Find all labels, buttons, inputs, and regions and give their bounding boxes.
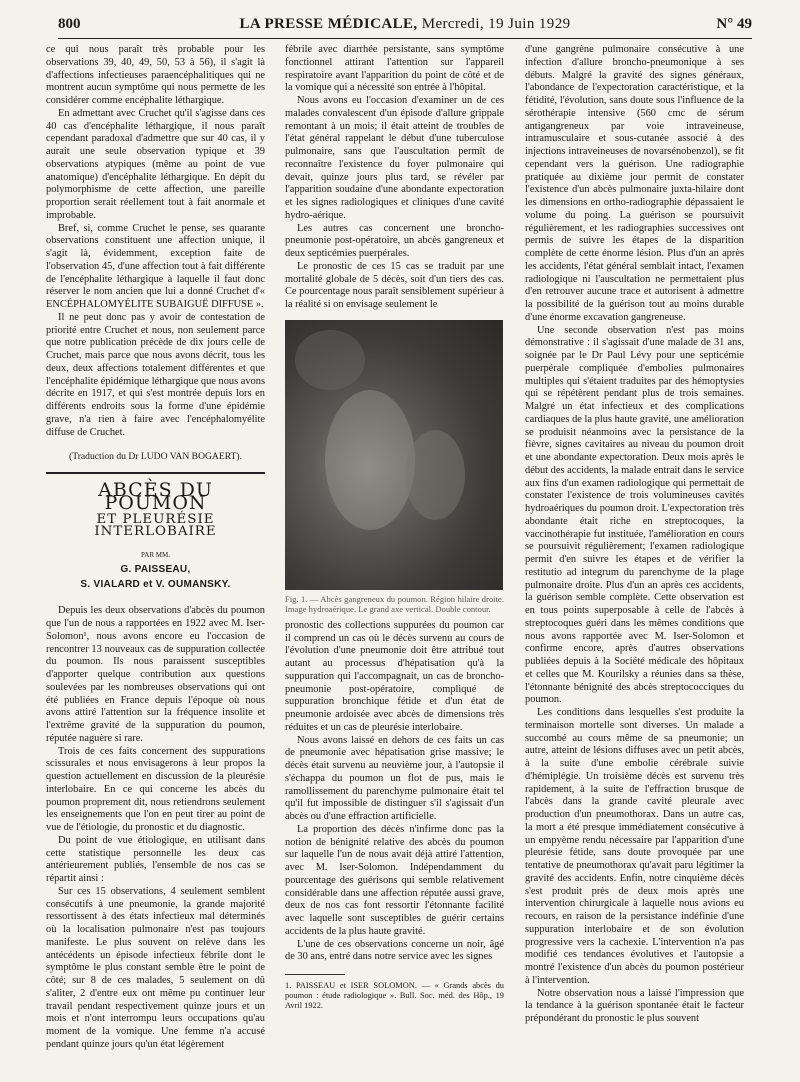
paragraph: Du point de vue étiologique, en utilisant dans cette statistique personnelle les deux cas antérieurement publiés, l'ensemble de nos cas se répartit ainsi : bbox=[46, 834, 265, 884]
footnote: 1. PAISSEAU et ISER SOLOMON. — « Grands abcès du poumon : étude radiologique ». Bull. Soc. méd. des Hôp., 19 Avril 1922. bbox=[285, 981, 504, 1010]
paragraph: Les autres cas concernent une broncho-pneumonie post-opératoire, un abcès gangreneux et deux septicémies puerpérales. bbox=[285, 222, 504, 259]
paragraph: fébrile avec diarrhée persistante, sans symptôme fonctionnel attirant l'attention sur l'appareil respiratoire avant l'apparition du point de côté et de la vomique qui a nécessité son entrée à l'hôpital. bbox=[285, 44, 504, 94]
paragraph: Les conditions dans lesquelles s'est produite la terminaison mortelle sont diverses. Un malade a succombé au cours même de sa pneumonie; un autre, atteint de lésions diffuses avec un petit abcès, à la suite d'une embolie cérébrale suivie d'hémiplégie. Un troisième décès est survenu très rapidement, à la suite de l'effraction brusque de l'abcès dans la grande cavité pleurale avec production d'un pneumothorax. Dans un autre cas, la mort a été presque immédiatement consécutive à un empyème rendu nécessaire par l'apparition d'une pleurésie fétide, sans doute provoquée par une tentative de pneumothorax qu'avait paru légitimer la gravité des accidents. Enfin, notre cinquième décès s'est produit près de deux mois après une intervention chirurgicale à laquelle nous avions eu recours, en raison de la persistance indéfinie d'une suppuration interlobaire et de son évolution progressive vers la cachexie. L'intervention n'a pas modifié ces tendances évolutives et l'autopsie a montré l'existence d'un abcès du poumon postérieur à l'intervention. bbox=[525, 707, 744, 986]
paragraph: Bref, si, comme Cruchet le pense, ses quarante observations constituent une affection unique, il s'agit là, évidemment, exception faite de l'observation 45, d'une affection tout à fait différente de l'encéphalite léthargique à laquelle il faut donc réserver le nom ancien que lui a donné Cruchet d'« ENCÉPHALOMYÉLITE SUBAIGUË DIFFUSE ». bbox=[46, 222, 265, 310]
paragraph: En admettant avec Cruchet qu'il s'agisse dans ces 40 cas d'encéphalite léthargique, il nous paraît cependant paradoxal d'admettre que sur 40 cas, il y aurait une seule observation typique et 39 observations atypiques (même au point de vue anatomique) d'encéphalite léthargique. En dépit du polymorphisme de cette affection, une pareille proportion serait réellement tout à fait anormale et improbable. bbox=[46, 107, 265, 221]
paragraph: La proportion des décès n'infirme donc pas la notion de bénignité relative des abcès du poumon sur laquelle l'un de nous avait déjà attiré l'attention, avec M. Iser-Solomon. Indépendamment du pourcentage des guérisons qui semble relativement considérable dans une affection réputée aussi grave, deux de nos cas font ressortir l'étonnante facilité avec laquelle sont susceptibles de guérir certains accidents de la plus haute gravité. bbox=[285, 823, 504, 937]
paragraph: Le pronostic de ces 15 cas se traduit par une mortalité globale de 5 décès, soit d'un tiers des cas. Ce pourcentage nous paraît sensiblement supérieur à la réalité si on envisage seulement le bbox=[285, 260, 504, 310]
column-3 bbox=[525, 44, 744, 1026]
radiograph-figure bbox=[285, 320, 503, 590]
paragraph: Notre observation nous a laissé l'impression que la tendance à la guérison spontanée était le facteur prépondérant du pronostic le plus souvent bbox=[525, 987, 744, 1024]
paragraph: Nous avons laissé en dehors de ces faits un cas de pneumonie avec hépatisation grise massive; le décès était survenu au neuvième jour, à l'autopsie il s'échappa du poumon un flot de pus, mais le ramollissement du parenchyme pulmonaire était tel qu'il fut impossible de distinguer s'il s'agissait d'un abcès ou d'une effraction artificielle. bbox=[285, 734, 504, 822]
issue-number: N° 49 bbox=[716, 16, 752, 32]
page-number: 800 bbox=[58, 16, 81, 32]
radiograph-shadow bbox=[325, 390, 415, 530]
paragraph: Sur ces 15 observations, 4 seulement semblent consécutifs à une pneumonie, la grande majorité ressortissent à des états infectieux mal déterminés où la localisation pulmonaire n'est pas toujours manifeste. Le plus souvent on relève dans les antécédents un épisode infectieux fébrile dont le symptôme le plus constant semble être le point de côté; sur 8 de ces malades, 5 seulement on dû s'aliter, 2 d'entre eux ont même pu continuer leur travail pendant respectivement quinze jours et un mois et n'ont interrompu leurs occupations qu'au moment de la vomique. Une femme n'a accusé pendant quinze jours qu'un état légèrement bbox=[46, 885, 265, 1050]
paragraph: d'une gangrène pulmonaire consécutive à une infection d'allure broncho-pneumonique à ses débuts. Malgré la gravité des signes généraux, l'abondance de l'expectoration caractéristique, et la fétidité, l'évolution, sans doute sous l'influence de la sérothérapie intensive (560 cmc de sérum antigangreneux par voie intraveineuse, intramusculaire et sous-cutanée associé à des injections intraveineuses de novarsénobenzol), se fit cependant vers la guérison. Une radiographie pratiquée au dixième jour permit de constater l'existence d'un abcès pulmonaire juxta-hilaire dont les dimensions en ortho-radiographie dépassaient le volume du poing. La guérison se poursuivit régulièrement, et les radiographies successives ont permis de suivre les étapes de la disparition complète de cette énorme lésion. Plus d'un an après les accidents, l'état général semblait intact, l'examen radiologique ni l'auscultation ne permettaient plus d'en retrouver aucune trace et autorisent à admettre la possibilité de la guérison tout au moins durable d'une énorme excavation gangreneuse. bbox=[525, 44, 744, 323]
radiograph-shadow bbox=[405, 430, 465, 520]
byline-par: PAR MM. bbox=[141, 551, 170, 559]
paragraph: Nous avons eu l'occasion d'examiner un de ces malades convalescent d'un épisode d'allure grippale remontant à un mois; il était atteint de troubles de l'état général rappelant le début d'une tuberculose pulmonaire, sans que l'auscultation permît de reconnaître l'existence du foyer pulmonaire qui devait, quinze jours plus tard, se révéler par l'apparition soudaine d'une abondante expectoration et les signes radiologiques et cliniques d'une cavité hydro-aérique. bbox=[285, 95, 504, 221]
page-header bbox=[58, 16, 752, 38]
paragraph: Depuis les deux observations d'abcès du poumon que l'un de nous a rapportées en 1922 avec M. Iser-Solomon¹, nous avons encore eu l'occasion de rencontrer 13 nouveaux cas de suppuration collectée du poumon. Ils nous paraissent susceptibles d'apporter quelque contribution aux questions soulevées par les nombreuses observations qui ont été publiées en France depuis l'époque où nous avons attiré l'attention sur la fréquence insolite et l'extrême gravité de la suppuration du poumon, réputée naguère si rare. bbox=[46, 605, 265, 744]
radiograph-shadow bbox=[295, 330, 365, 390]
figure-caption: Fig. 1. — Abcès gangreneux du poumon. Région hilaire droite. Image hydroaérique. Le grand axe vertical. Double contour. bbox=[285, 593, 504, 614]
author-line: G. PAISSEAU, bbox=[120, 563, 191, 575]
column-1 bbox=[46, 44, 265, 1052]
journal-name: LA PRESSE MÉDICALE, bbox=[239, 16, 418, 32]
paragraph: L'une de ces observations concerne un noir, âgé de 30 ans, entré dans notre service avec les signes bbox=[285, 938, 504, 963]
translation-credit: (Traduction du Dr LUDO VAN BOGAERT). bbox=[69, 451, 242, 463]
paragraph: Il ne peut donc pas y avoir de contestation de priorité entre Cruchet et nous, non seulement parce que notre publication précède de dix jours celle de Cruchet, mais parce que nous avons décrit, tous les deux, deux affections totalement différentes et que l'encéphalite épidémique léthargique que nous avons décrite en 1917, et qui s'est montrée depuis lors en différents endroits sous la forme d'une épidémie grave, n'a rien à faire avec l'encéphalomyélite diffuse de Cruchet. bbox=[46, 311, 265, 438]
paragraph: pronostic des collections suppurées du poumon car il comprend un cas où le décès survenu au cours de l'évolution d'une pneumonie doit être attribué tout autant au processus d'hépatisation qu'à la suppuration qui l'accompagnait, un cas de broncho-pneumonie post-opératoire, compliqué de suppuration bronchique fétide et d'un état de pneumonie ardoisée avec abcès de dimensions très réduites et un cas de pleurésie interlobaire. bbox=[285, 619, 504, 733]
paragraph: Une seconde observation n'est pas moins démonstrative : il s'agissait d'une malade de 31 ans, soignée par le Dr Paul Lévy pour une septicémie puerpérale compliquée d'embolies pulmonaires multiples qui s'étaient traduites par des hémoptysies qui se répétèrent pendant plus de trois semaines. Malgré un état infectieux et des complications cardiaques de la plus haute gravité, une amélioration se produisit néanmoins avec la persistance de la fièvre, signes cavitaires au niveau du poumon droit et une abondante expectoration. Deux mois après le début des accidents, la malade entrait dans le service aux fins d'un examen radiologique qui permettait de constater l'existence de trois volumineuses cavités hydroaériques du poumon droit. L'expectoration très abondante était riche en streptocoques, la vaccinothérapie fut instituée, l'amélioration en cours se poursuivit régulièrement; l'examen radiologique permit d'en suivre les étapes et de vérifier la restitutio ad integrum du parenchyme de la plage pulmonaire droite. Plus d'un an après ces accidents, la guérison semble complète. Cette observation est en tous points superposable à celle de l'abcès à streptocoques guéri dans les mêmes conditions que nous avons rapportée avec M. Iser-Solomon et confirme encore, après d'autres observations publiées depuis à la Société médicale des hôpitaux et celles que M. Kourilsky a réunies dans sa thèse, l'étonnante bénignité des abcès streptococciques du poumon. bbox=[525, 324, 744, 706]
column-2 bbox=[285, 44, 504, 1011]
running-title bbox=[138, 16, 672, 33]
article-separator bbox=[46, 472, 265, 474]
paragraph: ce qui nous paraît très probable pour les observations 39, 40, 49, 50, 53 à 56), il s'agit là d'affections infectieuses paraencéphalitiques qui ne montrent aucun symptôme qui nous permette de les considérer comme encéphalite léthargique. bbox=[46, 44, 265, 106]
header-rule bbox=[58, 38, 752, 39]
footnote-rule bbox=[285, 974, 345, 975]
issue-date: Mercredi, 19 Juin 1929 bbox=[421, 16, 571, 32]
article-title: ABCÈS DU POUMON bbox=[98, 479, 213, 514]
article-subtitle: ET PLEURÉSIE INTERLOBAIRE bbox=[94, 511, 217, 540]
paragraph: Trois de ces faits concernent des suppurations scissurales et nous envisagerons à leur propos la question actuellement en discussion de la pleurésie interlobaire. En ce qui concerne les abcès du poumon proprement dit, nous retiendrons seulement les enseignements que l'on en peut tirer au point de vue de l'étiologie, du pronostic et du diagnostic. bbox=[46, 745, 265, 833]
author-line: S. VIALARD et V. OUMANSKY. bbox=[80, 578, 231, 590]
